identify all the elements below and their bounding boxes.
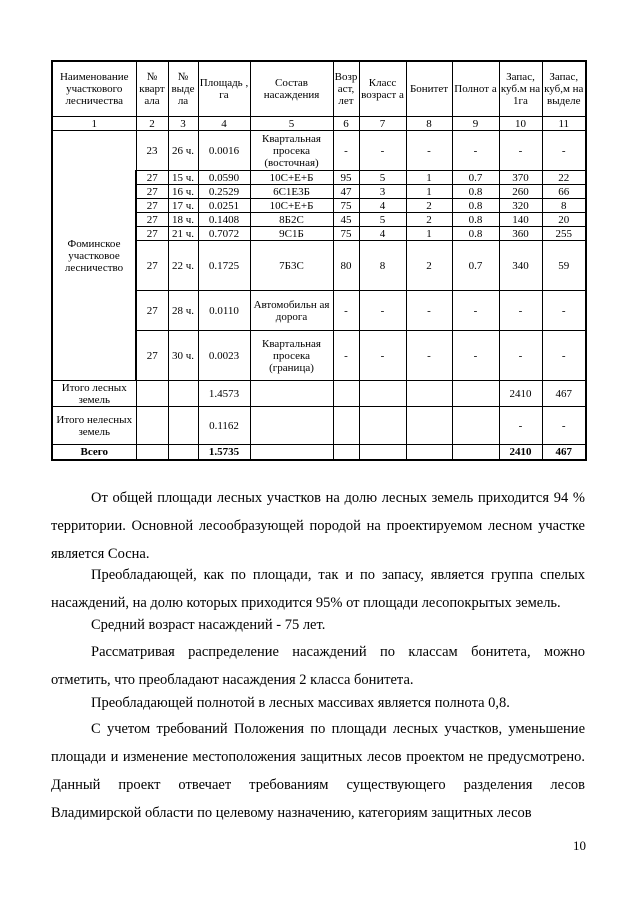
empty-cell (250, 407, 333, 445)
header-cell: Полнот а (452, 61, 499, 117)
paragraph: Преобладающей, как по площади, так и по запасу, является группа спелых насаждений, на долю которых приходится 95% от площади лесопокрытых земель. (51, 567, 585, 611)
header-cell: № кварт ала (136, 61, 168, 117)
total-cell: 0.1162 (198, 407, 250, 445)
table-cell: - (452, 291, 499, 331)
table-cell: - (333, 131, 359, 171)
table-cell: 8Б2С (250, 213, 333, 227)
table-cell: 370 (499, 171, 542, 185)
table-cell: 27 (136, 171, 168, 185)
header-cell: Запас, куб,м на выделе (542, 61, 586, 117)
total-cell: 1.4573 (198, 381, 250, 407)
empty-cell (406, 381, 452, 407)
table-cell: 27 (136, 199, 168, 213)
table-cell: 15 ч. (168, 171, 198, 185)
total-cell (52, 445, 136, 461)
total-row (52, 407, 586, 445)
table-cell: 0.8 (452, 185, 499, 199)
header-cell: Площадь , га (198, 61, 250, 117)
table-cell: 0.7 (452, 171, 499, 185)
table-cell: 30 ч. (168, 331, 198, 381)
table-cell: - (499, 291, 542, 331)
table-cell: 27 (136, 227, 168, 241)
empty-cell (333, 407, 359, 445)
table-cell: - (333, 331, 359, 381)
total-cell (198, 445, 250, 461)
empty-cell (333, 445, 359, 461)
total-value: 467 (555, 446, 572, 458)
total-cell: 467 (542, 381, 586, 407)
table-cell: 28 ч. (168, 291, 198, 331)
total-value: 1.5735 (208, 446, 240, 458)
total-row (52, 445, 586, 461)
table-cell: 75 (333, 199, 359, 213)
table-cell: 0.0251 (198, 199, 250, 213)
table-cell: - (359, 291, 406, 331)
total-cell (542, 445, 586, 461)
table-cell: 27 (136, 213, 168, 227)
table-cell: 340 (499, 241, 542, 291)
table-cell: 4 (359, 227, 406, 241)
table-cell: 360 (499, 227, 542, 241)
table-cell: 22 (542, 171, 586, 185)
forest-inventory-table (51, 60, 587, 461)
empty-cell (333, 381, 359, 407)
table-cell: 2 (406, 241, 452, 291)
table-cell: 255 (542, 227, 586, 241)
table-cell: 0.2529 (198, 185, 250, 199)
column-number: 1 (52, 117, 136, 131)
table-cell: 0.8 (452, 213, 499, 227)
table-row (52, 131, 586, 171)
empty-cell (168, 381, 198, 407)
total-cell: - (542, 407, 586, 445)
column-number-row (52, 117, 586, 131)
table-cell: 27 (136, 185, 168, 199)
header-cell: № выде ла (168, 61, 198, 117)
column-number: 11 (542, 117, 586, 131)
table-cell: - (452, 331, 499, 381)
table-cell: Квартальная просека (восточная) (250, 131, 333, 171)
table-cell: 21 ч. (168, 227, 198, 241)
column-number: 3 (168, 117, 198, 131)
table-cell: - (452, 131, 499, 171)
table-cell: 27 (136, 291, 168, 331)
table-cell: 23 (136, 131, 168, 171)
table-cell: 2 (406, 213, 452, 227)
column-number: 9 (452, 117, 499, 131)
table-cell: 320 (499, 199, 542, 213)
table-cell: 75 (333, 227, 359, 241)
column-number: 7 (359, 117, 406, 131)
table-cell: 27 (136, 241, 168, 291)
total-cell (499, 445, 542, 461)
table-cell: - (406, 331, 452, 381)
empty-cell (452, 445, 499, 461)
table-cell: 0.0016 (198, 131, 250, 171)
table-cell: 18 ч. (168, 213, 198, 227)
table-cell: 2 (406, 199, 452, 213)
empty-cell (168, 445, 198, 461)
table-cell: 9С1Б (250, 227, 333, 241)
table-cell: 8 (542, 199, 586, 213)
table-cell: 80 (333, 241, 359, 291)
header-cell: Бонитет (406, 61, 452, 117)
header-cell: Возр аст, лет (333, 61, 359, 117)
paragraph: Рассматривая распределение насаждений по классам бонитета, можно отметить, что преобладают насаждения 2 класса бонитета. (51, 644, 585, 688)
table-cell: - (542, 291, 586, 331)
table-cell: 3 (359, 185, 406, 199)
column-number: 4 (198, 117, 250, 131)
table-cell: Квартальная просека (граница) (250, 331, 333, 381)
table-cell: 1 (406, 171, 452, 185)
empty-cell (250, 381, 333, 407)
table-cell: 5 (359, 171, 406, 185)
table-cell: 10С+Е+Б (250, 171, 333, 185)
header-cell: Класс возраст а (359, 61, 406, 117)
table-cell: - (499, 331, 542, 381)
table-cell: 59 (542, 241, 586, 291)
empty-cell (359, 407, 406, 445)
table-cell: - (542, 131, 586, 171)
table-cell: 47 (333, 185, 359, 199)
table-cell: 22 ч. (168, 241, 198, 291)
table-cell: 66 (542, 185, 586, 199)
table-cell: 10С+Е+Б (250, 199, 333, 213)
column-number: 5 (250, 117, 333, 131)
total-value: Всего (80, 446, 108, 458)
table-cell: - (542, 331, 586, 381)
empty-cell (136, 381, 168, 407)
empty-cell (359, 381, 406, 407)
table-cell: 4 (359, 199, 406, 213)
empty-cell (168, 407, 198, 445)
table-cell: 140 (499, 213, 542, 227)
paragraph: Преобладающей полнотой в лесных массивах является полнота 0,8. (91, 695, 510, 711)
empty-cell (136, 445, 168, 461)
empty-cell (406, 407, 452, 445)
table-cell: 0.1725 (198, 241, 250, 291)
table-cell: 1 (406, 227, 452, 241)
table-cell: 26 ч. (168, 131, 198, 171)
table-cell: - (359, 331, 406, 381)
column-number: 8 (406, 117, 452, 131)
paragraph: С учетом требований Положения по площади лесных участков, уменьшение площади и изменение местоположения защитных лесов проектом не предусмотрено. Данный проект отвечает требованиям существующего разделения лесов Владимирской области по целевому назначению, категориям защитных лесов (51, 721, 585, 821)
table-cell: 260 (499, 185, 542, 199)
table-cell: 0.7 (452, 241, 499, 291)
table-cell: 5 (359, 213, 406, 227)
empty-cell (406, 445, 452, 461)
table-cell: 45 (333, 213, 359, 227)
table-cell: 8 (359, 241, 406, 291)
table-cell: 0.1408 (198, 213, 250, 227)
table-cell: Автомобильн ая дорога (250, 291, 333, 331)
header-cell: Наименование участкового лесничества (52, 61, 136, 117)
header-cell: Состав насаждения (250, 61, 333, 117)
table-cell: 20 (542, 213, 586, 227)
total-cell: Итого лесных земель (52, 381, 136, 407)
paragraph: Средний возраст насаждений - 75 лет. (91, 617, 326, 633)
table-cell: - (499, 131, 542, 171)
column-number: 2 (136, 117, 168, 131)
table-cell: 27 (136, 331, 168, 381)
table-cell: 0.8 (452, 199, 499, 213)
table-cell: 0.0590 (198, 171, 250, 185)
table-cell: - (406, 131, 452, 171)
page-number: 10 (573, 838, 586, 853)
table-cell: 0.8 (452, 227, 499, 241)
empty-cell (359, 445, 406, 461)
empty-cell (250, 445, 333, 461)
table-cell: 7Б3С (250, 241, 333, 291)
total-value: 2410 (509, 446, 532, 458)
column-number: 10 (499, 117, 542, 131)
header-row (52, 61, 586, 117)
total-cell: 2410 (499, 381, 542, 407)
table-cell: 0.7072 (198, 227, 250, 241)
forestry-name-cell: Фоминское участковое лесничество (52, 131, 136, 381)
empty-cell (136, 407, 168, 445)
column-number: 6 (333, 117, 359, 131)
paragraph: От общей площади лесных участков на долю лесных земель приходится 94 % территории. Основной лесообразующей породой на проектируемом лесном участке является Сосна. (51, 490, 585, 562)
table-cell: 16 ч. (168, 185, 198, 199)
empty-cell (452, 381, 499, 407)
total-cell: Итого нелесных земель (52, 407, 136, 445)
total-cell: - (499, 407, 542, 445)
header-cell: Запас, куб.м на 1га (499, 61, 542, 117)
table-cell: 95 (333, 171, 359, 185)
table-cell: 1 (406, 185, 452, 199)
table-cell: - (359, 131, 406, 171)
table-cell: 17 ч. (168, 199, 198, 213)
total-row (52, 381, 586, 407)
table-cell: - (333, 291, 359, 331)
table-cell: 0.0110 (198, 291, 250, 331)
empty-cell (452, 407, 499, 445)
table-cell: 6С1Е3Б (250, 185, 333, 199)
table-cell: 0.0023 (198, 331, 250, 381)
table-cell: - (406, 291, 452, 331)
